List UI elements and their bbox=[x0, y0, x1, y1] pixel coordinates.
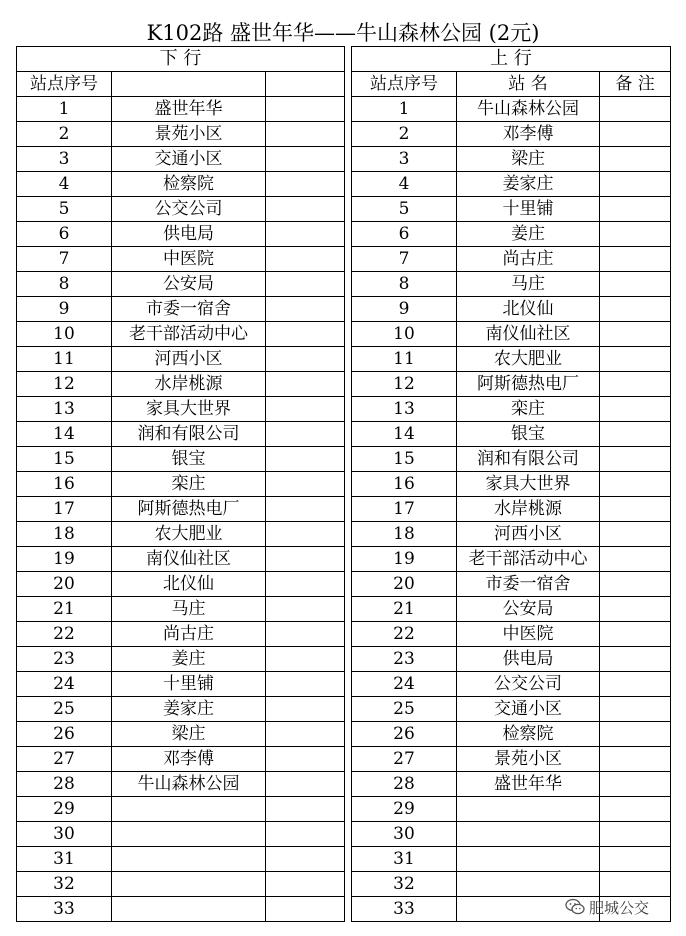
stop-number: 28 bbox=[17, 772, 112, 797]
table-row bbox=[17, 447, 345, 472]
stop-name: 家具大世界 bbox=[457, 472, 600, 497]
downbound-header-note bbox=[266, 72, 345, 97]
table-row bbox=[352, 747, 671, 772]
table-row bbox=[352, 847, 671, 872]
stop-note bbox=[600, 722, 671, 747]
table-row bbox=[17, 597, 345, 622]
stop-name: 栾庄 bbox=[112, 472, 266, 497]
stop-name: 交通小区 bbox=[112, 147, 266, 172]
stop-number: 6 bbox=[17, 222, 112, 247]
stop-number: 28 bbox=[352, 772, 457, 797]
table-row bbox=[352, 472, 671, 497]
stop-note bbox=[600, 322, 671, 347]
stop-number: 30 bbox=[17, 822, 112, 847]
stop-note bbox=[266, 872, 345, 897]
table-row bbox=[17, 322, 345, 347]
stop-name bbox=[112, 797, 266, 822]
table-row bbox=[17, 722, 345, 747]
stop-name: 北仪仙 bbox=[457, 297, 600, 322]
stop-note bbox=[266, 772, 345, 797]
stop-name: 南仪仙社区 bbox=[112, 547, 266, 572]
stop-note bbox=[266, 272, 345, 297]
stop-number: 31 bbox=[352, 847, 457, 872]
table-row bbox=[17, 197, 345, 222]
stop-name: 公安局 bbox=[112, 272, 266, 297]
table-row bbox=[17, 422, 345, 447]
stop-name: 农大肥业 bbox=[457, 347, 600, 372]
stop-note bbox=[600, 297, 671, 322]
watermark bbox=[565, 896, 649, 918]
stop-number: 4 bbox=[352, 172, 457, 197]
stop-note bbox=[266, 697, 345, 722]
stop-number: 27 bbox=[352, 747, 457, 772]
table-row bbox=[17, 97, 345, 122]
table-row bbox=[352, 497, 671, 522]
stop-note bbox=[266, 472, 345, 497]
stop-number: 25 bbox=[352, 697, 457, 722]
table-row bbox=[352, 722, 671, 747]
stop-note bbox=[600, 547, 671, 572]
stop-name: 尚古庄 bbox=[112, 622, 266, 647]
table-row bbox=[17, 172, 345, 197]
stop-number: 17 bbox=[17, 497, 112, 522]
stop-note bbox=[600, 347, 671, 372]
stop-name: 供电局 bbox=[112, 222, 266, 247]
stop-note bbox=[600, 397, 671, 422]
stop-name: 梁庄 bbox=[457, 147, 600, 172]
table-row bbox=[17, 222, 345, 247]
stop-number: 24 bbox=[352, 672, 457, 697]
stop-name: 家具大世界 bbox=[112, 397, 266, 422]
stop-name: 老干部活动中心 bbox=[457, 547, 600, 572]
stop-note bbox=[600, 147, 671, 172]
stop-name bbox=[112, 897, 266, 922]
stop-note bbox=[266, 322, 345, 347]
upbound-direction-label: 上 行 bbox=[352, 47, 671, 72]
stop-name bbox=[112, 822, 266, 847]
stop-number: 29 bbox=[352, 797, 457, 822]
stop-name: 阿斯德热电厂 bbox=[112, 497, 266, 522]
table-row bbox=[352, 397, 671, 422]
stop-number: 5 bbox=[352, 197, 457, 222]
stop-number: 22 bbox=[17, 622, 112, 647]
table-row bbox=[17, 797, 345, 822]
stop-note bbox=[600, 572, 671, 597]
stop-number: 20 bbox=[352, 572, 457, 597]
stop-name: 农大肥业 bbox=[112, 522, 266, 547]
stop-note bbox=[266, 797, 345, 822]
stop-note bbox=[600, 647, 671, 672]
stop-name: 交通小区 bbox=[457, 697, 600, 722]
stop-name: 水岸桃源 bbox=[457, 497, 600, 522]
stop-name: 北仪仙 bbox=[112, 572, 266, 597]
stop-note bbox=[600, 822, 671, 847]
stop-number: 19 bbox=[352, 547, 457, 572]
downbound-header-number: 站点序号 bbox=[17, 72, 112, 97]
stop-name: 梁庄 bbox=[112, 722, 266, 747]
stop-name bbox=[457, 872, 600, 897]
stop-note bbox=[266, 97, 345, 122]
stop-name: 供电局 bbox=[457, 647, 600, 672]
stop-number: 21 bbox=[352, 597, 457, 622]
stop-name: 中医院 bbox=[112, 247, 266, 272]
table-row bbox=[17, 822, 345, 847]
stop-number: 8 bbox=[352, 272, 457, 297]
stop-number: 21 bbox=[17, 597, 112, 622]
stop-number: 23 bbox=[352, 647, 457, 672]
table-row bbox=[352, 772, 671, 797]
stop-name: 南仪仙社区 bbox=[457, 322, 600, 347]
watermark-text: 肥城公交 bbox=[589, 898, 650, 917]
stop-name: 河西小区 bbox=[457, 522, 600, 547]
stop-note bbox=[600, 122, 671, 147]
table-row bbox=[352, 597, 671, 622]
downbound-direction-row bbox=[17, 47, 345, 72]
table-row bbox=[352, 222, 671, 247]
stop-number: 18 bbox=[352, 522, 457, 547]
table-row bbox=[17, 697, 345, 722]
stop-note bbox=[600, 697, 671, 722]
table-row bbox=[352, 172, 671, 197]
page-title: K102路 盛世年华——牛山森林公园 (2元) bbox=[146, 21, 540, 45]
stop-name: 邓李傅 bbox=[457, 122, 600, 147]
stop-name: 马庄 bbox=[457, 272, 600, 297]
stop-note bbox=[600, 97, 671, 122]
stop-number: 33 bbox=[17, 897, 112, 922]
stop-number: 7 bbox=[352, 247, 457, 272]
stop-name bbox=[457, 797, 600, 822]
stop-number: 25 bbox=[17, 697, 112, 722]
table-row bbox=[352, 122, 671, 147]
stop-name bbox=[112, 872, 266, 897]
stop-number: 20 bbox=[17, 572, 112, 597]
stop-name: 银宝 bbox=[112, 447, 266, 472]
stop-note bbox=[600, 672, 671, 697]
stop-note bbox=[266, 247, 345, 272]
stop-name: 检察院 bbox=[457, 722, 600, 747]
stop-number: 23 bbox=[17, 647, 112, 672]
stop-note bbox=[266, 672, 345, 697]
table-row bbox=[17, 572, 345, 597]
stop-name: 河西小区 bbox=[112, 347, 266, 372]
table-row bbox=[352, 447, 671, 472]
stop-number: 14 bbox=[352, 422, 457, 447]
stop-number: 14 bbox=[17, 422, 112, 447]
stop-number: 32 bbox=[352, 872, 457, 897]
stop-number: 31 bbox=[17, 847, 112, 872]
stop-note bbox=[266, 347, 345, 372]
stop-note bbox=[266, 647, 345, 672]
stop-name: 姜庄 bbox=[457, 222, 600, 247]
table-row bbox=[352, 272, 671, 297]
stop-number: 2 bbox=[352, 122, 457, 147]
stop-note bbox=[266, 297, 345, 322]
table-row bbox=[352, 672, 671, 697]
upbound-header-name: 站 名 bbox=[457, 72, 600, 97]
stop-name: 景苑小区 bbox=[112, 122, 266, 147]
stop-name: 景苑小区 bbox=[457, 747, 600, 772]
table-row bbox=[352, 322, 671, 347]
stop-number: 17 bbox=[352, 497, 457, 522]
stop-name: 姜庄 bbox=[112, 647, 266, 672]
stop-note bbox=[266, 197, 345, 222]
table-row bbox=[17, 647, 345, 672]
upbound-direction-row bbox=[352, 47, 671, 72]
stop-name: 检察院 bbox=[112, 172, 266, 197]
stop-name: 市委一宿舍 bbox=[112, 297, 266, 322]
upbound-header-note: 备 注 bbox=[600, 72, 671, 97]
table-row bbox=[17, 522, 345, 547]
table-row bbox=[17, 772, 345, 797]
stop-name: 中医院 bbox=[457, 622, 600, 647]
stop-number: 16 bbox=[17, 472, 112, 497]
stop-note bbox=[600, 772, 671, 797]
stop-number: 8 bbox=[17, 272, 112, 297]
table-row bbox=[17, 872, 345, 897]
stop-number: 6 bbox=[352, 222, 457, 247]
stop-number: 1 bbox=[352, 97, 457, 122]
stop-name: 十里铺 bbox=[112, 672, 266, 697]
stop-name: 姜家庄 bbox=[112, 697, 266, 722]
stop-note bbox=[600, 847, 671, 872]
stop-name: 老干部活动中心 bbox=[112, 322, 266, 347]
stop-number: 33 bbox=[352, 897, 457, 922]
stop-number: 30 bbox=[352, 822, 457, 847]
table-row bbox=[17, 672, 345, 697]
table-row bbox=[17, 372, 345, 397]
stop-number: 15 bbox=[17, 447, 112, 472]
stop-name: 栾庄 bbox=[457, 397, 600, 422]
stop-note bbox=[600, 247, 671, 272]
stop-name: 牛山森林公园 bbox=[457, 97, 600, 122]
stop-note bbox=[266, 397, 345, 422]
stop-note bbox=[266, 622, 345, 647]
stop-note bbox=[266, 722, 345, 747]
stop-name: 马庄 bbox=[112, 597, 266, 622]
stop-name: 盛世年华 bbox=[457, 772, 600, 797]
stop-note bbox=[600, 197, 671, 222]
stop-number: 16 bbox=[352, 472, 457, 497]
stop-number: 18 bbox=[17, 522, 112, 547]
stop-note bbox=[266, 822, 345, 847]
stop-note bbox=[600, 872, 671, 897]
stop-name: 公安局 bbox=[457, 597, 600, 622]
stop-note bbox=[600, 622, 671, 647]
table-row bbox=[17, 147, 345, 172]
stop-number: 22 bbox=[352, 622, 457, 647]
table-row bbox=[17, 122, 345, 147]
stop-number: 19 bbox=[17, 547, 112, 572]
stop-number: 3 bbox=[17, 147, 112, 172]
stop-note bbox=[266, 897, 345, 922]
stop-number: 3 bbox=[352, 147, 457, 172]
table-row bbox=[17, 472, 345, 497]
stop-note bbox=[600, 272, 671, 297]
upbound-header-number: 站点序号 bbox=[352, 72, 457, 97]
stop-name: 尚古庄 bbox=[457, 247, 600, 272]
stop-name: 牛山森林公园 bbox=[112, 772, 266, 797]
stop-note bbox=[600, 522, 671, 547]
stop-name: 水岸桃源 bbox=[112, 372, 266, 397]
stop-note bbox=[600, 497, 671, 522]
downbound-header-row bbox=[17, 72, 345, 97]
table-row bbox=[17, 397, 345, 422]
stop-name: 银宝 bbox=[457, 422, 600, 447]
stop-note bbox=[600, 797, 671, 822]
stop-note bbox=[266, 372, 345, 397]
table-row bbox=[17, 497, 345, 522]
stop-note bbox=[600, 372, 671, 397]
table-row bbox=[352, 647, 671, 672]
stop-number: 12 bbox=[17, 372, 112, 397]
stop-note bbox=[600, 422, 671, 447]
stop-note bbox=[266, 147, 345, 172]
upbound-table bbox=[351, 46, 671, 922]
stop-name: 市委一宿舍 bbox=[457, 572, 600, 597]
stop-number: 5 bbox=[17, 197, 112, 222]
stop-name: 邓李傅 bbox=[112, 747, 266, 772]
table-row bbox=[352, 547, 671, 572]
downbound-table bbox=[16, 46, 345, 922]
table-row bbox=[17, 747, 345, 772]
stop-number: 10 bbox=[17, 322, 112, 347]
stop-name: 公交公司 bbox=[457, 672, 600, 697]
stop-number: 2 bbox=[17, 122, 112, 147]
stop-number: 26 bbox=[352, 722, 457, 747]
table-row bbox=[352, 347, 671, 372]
stop-note bbox=[266, 122, 345, 147]
stop-name: 润和有限公司 bbox=[457, 447, 600, 472]
stop-number: 13 bbox=[17, 397, 112, 422]
stop-name: 润和有限公司 bbox=[112, 422, 266, 447]
table-row bbox=[352, 822, 671, 847]
stop-name bbox=[457, 847, 600, 872]
table-row bbox=[17, 897, 345, 922]
stop-number: 32 bbox=[17, 872, 112, 897]
table-row bbox=[352, 247, 671, 272]
stop-name: 公交公司 bbox=[112, 197, 266, 222]
stop-note bbox=[600, 222, 671, 247]
downbound-direction-label: 下 行 bbox=[17, 47, 345, 72]
table-row bbox=[352, 797, 671, 822]
stop-name: 十里铺 bbox=[457, 197, 600, 222]
stop-note bbox=[600, 472, 671, 497]
table-row bbox=[17, 547, 345, 572]
table-row bbox=[352, 97, 671, 122]
stop-number: 24 bbox=[17, 672, 112, 697]
table-row bbox=[352, 197, 671, 222]
table-row bbox=[352, 147, 671, 172]
stop-note bbox=[600, 597, 671, 622]
stop-number: 27 bbox=[17, 747, 112, 772]
stop-note bbox=[600, 172, 671, 197]
stop-number: 29 bbox=[17, 797, 112, 822]
stop-number: 15 bbox=[352, 447, 457, 472]
stop-name: 姜家庄 bbox=[457, 172, 600, 197]
stop-number: 12 bbox=[352, 372, 457, 397]
stop-note bbox=[266, 497, 345, 522]
stop-number: 7 bbox=[17, 247, 112, 272]
stop-name: 阿斯德热电厂 bbox=[457, 372, 600, 397]
stop-number: 4 bbox=[17, 172, 112, 197]
stop-note bbox=[266, 747, 345, 772]
table-row bbox=[352, 572, 671, 597]
table-row bbox=[17, 347, 345, 372]
stop-number: 11 bbox=[17, 347, 112, 372]
table-row bbox=[17, 297, 345, 322]
stop-number: 1 bbox=[17, 97, 112, 122]
table-row bbox=[352, 297, 671, 322]
table-row bbox=[352, 872, 671, 897]
table-row bbox=[352, 622, 671, 647]
stop-name: 盛世年华 bbox=[112, 97, 266, 122]
stop-note bbox=[266, 572, 345, 597]
stop-number: 9 bbox=[352, 297, 457, 322]
stop-note bbox=[266, 847, 345, 872]
stop-number: 9 bbox=[17, 297, 112, 322]
table-row bbox=[17, 622, 345, 647]
table-row bbox=[17, 247, 345, 272]
stop-note bbox=[266, 172, 345, 197]
stop-note bbox=[266, 597, 345, 622]
stop-note bbox=[266, 422, 345, 447]
stop-number: 26 bbox=[17, 722, 112, 747]
stop-note bbox=[600, 447, 671, 472]
stop-note bbox=[266, 547, 345, 572]
upbound-header-row bbox=[352, 72, 671, 97]
stop-number: 13 bbox=[352, 397, 457, 422]
stop-name bbox=[112, 847, 266, 872]
table-row bbox=[17, 847, 345, 872]
table-row bbox=[352, 697, 671, 722]
stop-number: 11 bbox=[352, 347, 457, 372]
table-row bbox=[17, 272, 345, 297]
stop-note bbox=[266, 447, 345, 472]
stop-note bbox=[600, 747, 671, 772]
stop-note bbox=[266, 522, 345, 547]
table-row bbox=[352, 372, 671, 397]
downbound-header-name bbox=[112, 72, 266, 97]
table-row bbox=[352, 522, 671, 547]
table-row bbox=[352, 422, 671, 447]
wechat-icon bbox=[565, 898, 585, 916]
stop-note bbox=[266, 222, 345, 247]
stop-name bbox=[457, 822, 600, 847]
stop-number: 10 bbox=[352, 322, 457, 347]
